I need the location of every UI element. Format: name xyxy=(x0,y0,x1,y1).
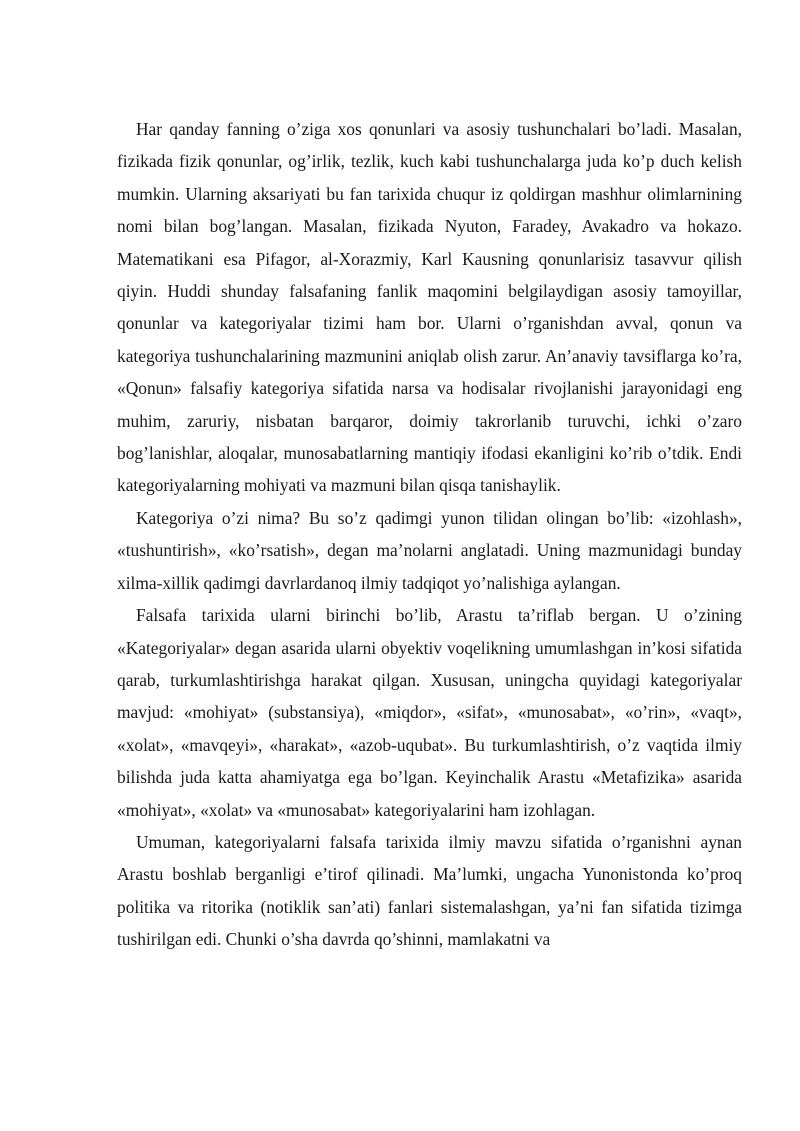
paragraph-category-definition: Kategoriya o’zi nima? Bu so’z qadimgi yunon tilidan olingan bo’lib: «izohlash», «tushuntirish», «ko’rsatish», degan ma’nolarni anglatadi. Uning mazmunidagi bunday xilma-xillik qadimgi davrlardanoq ilmiy tadqiqot yo’nalishiga aylangan. xyxy=(117,507,742,593)
paragraph-history-of-study: Umuman, kategoriyalarni falsafa tarixida ilmiy mavzu sifatida o’rganishni aynan Arastu boshlab berganligi e’tirof qilinadi. Ma’lumki, ungacha Yunonistonda ko’proq politika va ritorika (notiklik san’ati) fanlari sistemalashgan, ya’ni fan sifatida tizimga tushirilgan edi. Chunki o’sha davrda qo’shinni, mamlakatni va xyxy=(117,831,742,950)
paragraph-arastu-categories: Falsafa tarixida ularni birinchi bo’lib, Arastu ta’riflab bergan. U o’zining «Kategoriyalar» degan asarida ularni obyektiv voqelikning umumlashgan in’kosi sifatida qarab, turkumlashtirishga harakat qilgan. Xususan, uningcha quyidagi kategoriyalar mavjud: «mohiyat» (substansiya), «miqdor», «sifat», «munosabat», «o’rin», «vaqt», «xolat», «mavqeyi», «harakat», «azob-uqubat». Bu turkumlashtirish, o’z vaqtida ilmiy bilishda juda katta ahamiyatga ega bo’lgan. Keyinchalik Arastu «Metafizika» asarida «mohiyat», «xolat» va «munosabat» kategoriyalarini ham izohlagan. xyxy=(117,605,742,820)
paragraph-laws-and-categories: Har qanday fanning o’ziga xos qonunlari va asosiy tushunchalari bo’ladi. Masalan, fizikada fizik qonunlar, og’irlik, tezlik, kuch kabi tushunchalarga juda ko’p duch kelish mumkin. Ularning aksariyati bu fan tarixida chuqur iz qoldirgan mashhur olimlarnining nomi bilan bog’langan. Masalan, fizikada Nyuton, Faradey, Avakadro va hokazo. Matematikani esa Pifagor, al-Xorazmiy, Karl Kausning qonunlarisiz tasavvur qilish qiyin. Huddi shunday falsafaning fanlik maqomini belgilaydigan asosiy tamoyillar, qonunlar va kategoriyalar tizimi ham bor. Ularni o’rganishdan avval, qonun va kategoriya tushunchalarining mazmunini aniqlab olish zarur. An’anaviy tavsiflarga ko’ra, «Qonun» falsafiy kategoriya sifatida narsa va hodisalar rivojlanishi jarayonidagi eng muhim, zaruriy, nisbatan barqaror, doimiy takrorlanib turuvchi, ichki o’zaro bog’lanishlar, aloqalar, munosabatlarning mantiqiy ifodasi ekanligini ko’rib o’tdik. Endi kategoriyalarning mohiyati va mazmuni bilan qisqa tanishaylik. xyxy=(117,119,742,496)
document-page xyxy=(117,113,742,956)
